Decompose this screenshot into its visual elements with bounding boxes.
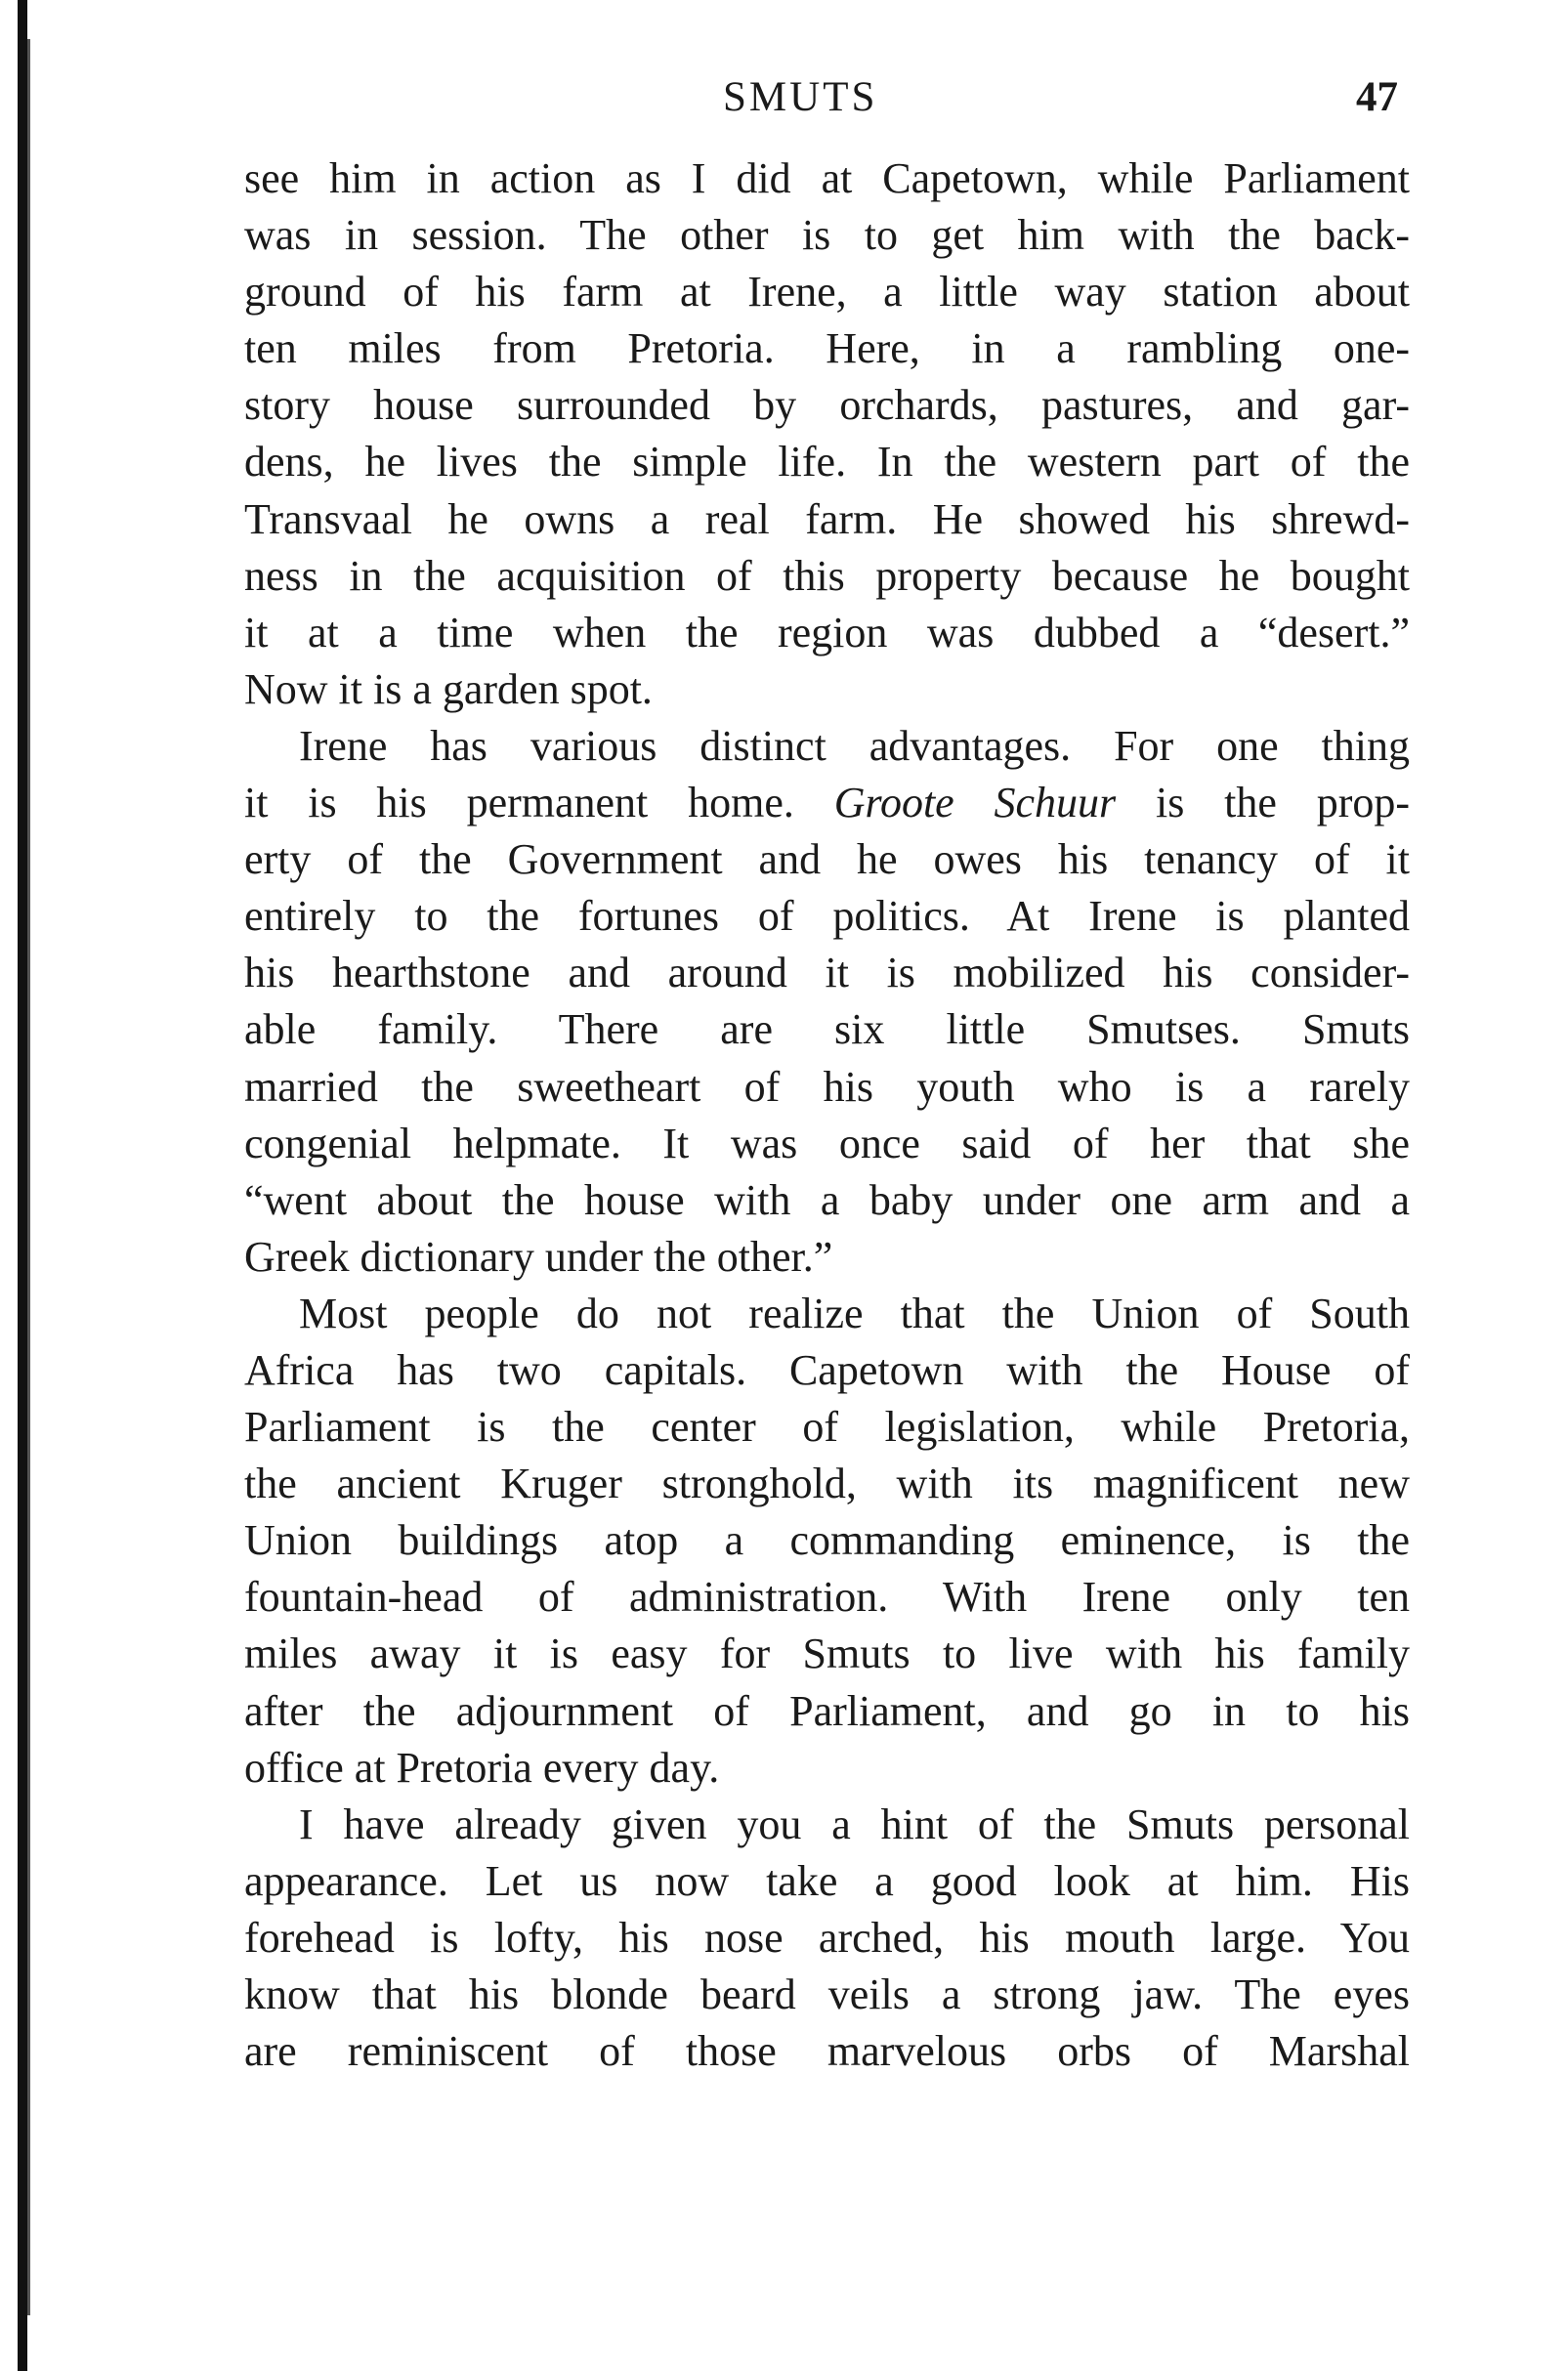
- text-line: miles away it is easy for Smuts to live with his family: [244, 1630, 1410, 1678]
- paragraph: [244, 1286, 1410, 1797]
- text-line: fountain-head of administration. With Irene only ten: [244, 1573, 1410, 1622]
- text-line: I have already given you a hint of the Smuts personal: [299, 1799, 1410, 1848]
- text-line: ness in the acquisition of this property because he bought: [244, 551, 1410, 600]
- text-line: the ancient Kruger stronghold, with its magnificent new: [244, 1460, 1410, 1508]
- text-line: able family. There are six little Smutses. Smuts: [244, 1005, 1410, 1054]
- text-line: [244, 775, 1410, 831]
- text-line: was in session. The other is to get him with the back-: [244, 211, 1410, 260]
- text-line: Africa has two capitals. Capetown with the House of: [244, 1345, 1410, 1394]
- paragraph: [244, 718, 1410, 1286]
- text-line: appearance. Let us now take a good look at him. His: [244, 1856, 1410, 1905]
- text-line: his hearthstone and around it is mobilized his consider-: [244, 949, 1410, 997]
- book-spine-edge: [27, 39, 30, 2315]
- text-line: Parliament is the center of legislation, while Pretoria,: [244, 1403, 1410, 1452]
- text-line: Union buildings atop a commanding eminence, is the: [244, 1516, 1410, 1565]
- text-line: forehead is lofty, his nose arched, his mouth large. You: [244, 1913, 1410, 1962]
- text-line: “went about the house with a baby under one arm and a: [244, 1175, 1410, 1224]
- text-line: are reminiscent of those marvelous orbs of Marshal: [244, 2027, 1410, 2076]
- running-title: SMUTS: [723, 74, 878, 120]
- paragraph: [244, 150, 1410, 718]
- page-number: 47: [1356, 74, 1398, 120]
- text-line: know that his blonde beard veils a strong jaw. The eyes: [244, 1970, 1410, 2018]
- book-spine-shadow: [18, 0, 27, 2371]
- text-line: story house surrounded by orchards, pastures, and gar-: [244, 381, 1410, 430]
- text-line: ten miles from Pretoria. Here, in a rambling one-: [244, 324, 1410, 373]
- text-line: see him in action as I did at Capetown, while Parliament: [244, 154, 1410, 202]
- text-segment: it is his permanent home.: [244, 779, 794, 827]
- text-line: congenial helpmate. It was once said of her that she: [244, 1119, 1410, 1167]
- text-line: dens, he lives the simple life. In the western part of the: [244, 438, 1410, 487]
- text-line: it at a time when the region was dubbed a “desert.”: [244, 608, 1410, 656]
- text-line: Greek dictionary under the other.”: [244, 1232, 833, 1281]
- text-line: married the sweetheart of his youth who is a rarely: [244, 1062, 1410, 1111]
- text-segment: is the prop-: [1156, 779, 1411, 827]
- body-text: [244, 150, 1410, 2080]
- text-line: erty of the Government and he owes his tenancy of it: [244, 835, 1410, 884]
- text-line: Most people do not realize that the Union of South: [299, 1289, 1410, 1337]
- text-line: Transvaal he owns a real farm. He showed his shrewd-: [244, 494, 1410, 543]
- text-line: after the adjournment of Parliament, and go in to his: [244, 1686, 1410, 1735]
- text-line: office at Pretoria every day.: [244, 1743, 720, 1792]
- paragraph: [244, 1797, 1410, 2080]
- text-line: Now it is a garden spot.: [244, 664, 653, 713]
- italic-phrase: Groote Schuur: [833, 779, 1117, 827]
- page-header: [0, 70, 1568, 125]
- text-line: entirely to the fortunes of politics. At Irene is planted: [244, 892, 1410, 941]
- text-line: Irene has various distinct advantages. For one thing: [299, 721, 1410, 770]
- text-line: ground of his farm at Irene, a little way station about: [244, 268, 1410, 317]
